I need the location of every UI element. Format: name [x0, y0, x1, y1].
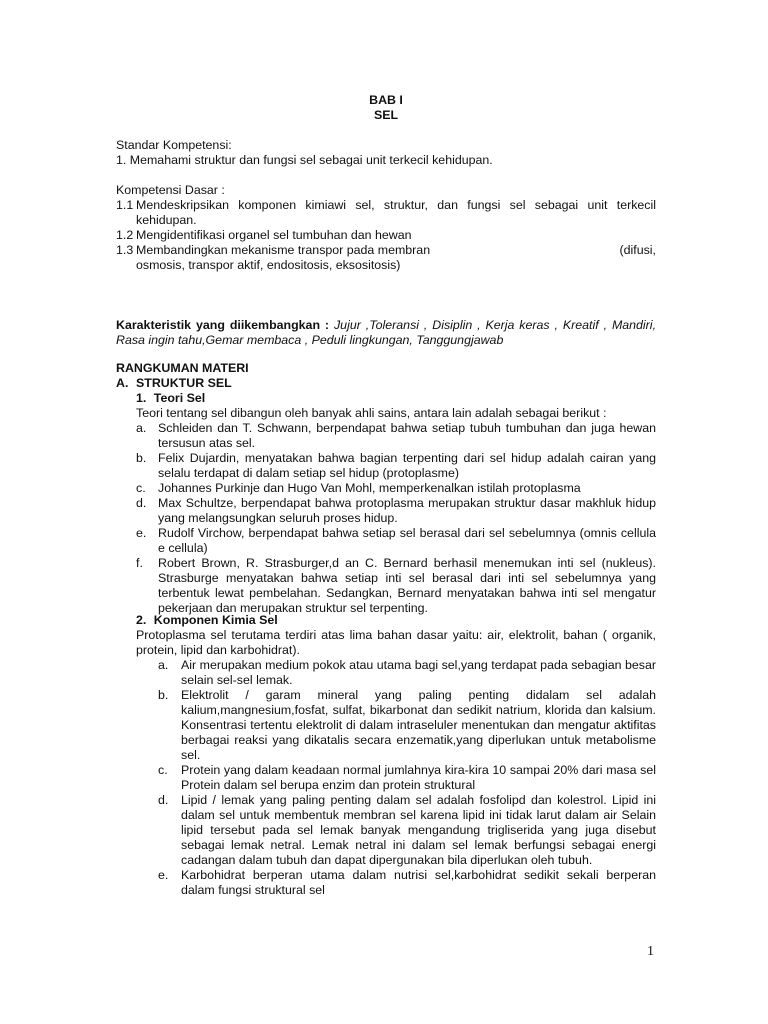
kompetensi-text: Mendeskripsikan komponen kimiawi sel, struktur, dan fungsi sel sebagai unit terkecil kehidupan.	[136, 198, 656, 227]
teori-sel-list	[116, 421, 656, 616]
kompetensi-text-tail: (difusi,	[619, 243, 656, 257]
list-item-label: f.	[136, 556, 143, 570]
list-item-text: Lipid / lemak yang paling penting dalam sel adalah fosfolipd dan kolestrol. Lipid ini dalam sel untuk membentuk membran sel karena lipid ini tidak larut dalam air Selain lipid tersebut pada sel lemak banyak mengandung trigliserida yang juga disebut sebagai lemak netral. Lemak netral ini dalam sel lemak berfungsi sebagai energi cadangan dalam tubuh dan dapat dipergunakan bila diperlukan oleh tubuh.	[181, 793, 656, 867]
list-item	[116, 658, 656, 688]
list-item	[116, 496, 656, 526]
section-a-label: A.	[116, 376, 129, 390]
kompetensi-number: 1.1	[116, 198, 134, 212]
list-item	[116, 481, 656, 496]
karakteristik-text: Jujur ,Toleransi , Disiplin , Kerja keras , Kreatif , Mandiri, Rasa ingin tahu,Gemar membaca , Peduli lingkungan, Tanggungjawab	[116, 318, 657, 347]
list-item-text: Rudolf Virchow, berpendapat bahwa setiap sel berasal dari sel sebelumnya (omnis cellula e cellula)	[158, 526, 656, 555]
teori-sel-title: Teori Sel	[153, 391, 206, 405]
list-item-label: e.	[158, 868, 169, 882]
list-item-label: b.	[158, 688, 169, 702]
komponen-heading	[136, 613, 656, 628]
kompetensi-text: Mengidentifikasi organel sel tumbuhan dan hewan	[136, 228, 412, 242]
list-item-label: a.	[158, 658, 169, 672]
kompetensi-item	[116, 198, 656, 228]
rangkuman-heading: RANGKUMAN MATERI	[116, 361, 249, 375]
list-item-label: d.	[158, 793, 169, 807]
list-item	[116, 793, 656, 868]
karakteristik-label: Karakteristik yang diikembangkan :	[116, 318, 330, 332]
kompetensi-text: Membandingkan mekanisme transpor pada membran	[136, 243, 431, 257]
list-item	[116, 526, 656, 556]
list-item-text: Johannes Purkinje dan Hugo Van Mohl, memperkenalkan istilah protoplasma	[158, 481, 581, 495]
list-item-label: d.	[136, 496, 147, 510]
teori-sel-intro: Teori tentang sel dibangun oleh banyak ahli sains, antara lain adalah sebagai berikut :	[136, 406, 607, 420]
list-item-text: Air merupakan medium pokok atau utama bagi sel,yang terdapat pada sebagian besar selain sel-sel lemak.	[181, 658, 656, 687]
standar-item: 1. Memahami struktur dan fungsi sel sebagai unit terkecil kehidupan.	[116, 153, 493, 167]
list-item-text: Robert Brown, R. Strasburger,d an C. Bernard berhasil menemukan inti sel (nukleus). Strasburge menyatakan bahwa setiap inti sel berasal dari inti sel sebelumnya yang terbentuk lewat pembelahan. Sedangkan, Bernard menyatakan bahwa inti sel mengatur pekerjaan dan merupakan struktur sel terpenting.	[158, 556, 656, 615]
standar-heading: Standar Kompetensi:	[116, 138, 232, 152]
list-item-text: Elektrolit / garam mineral yang paling penting didalam sel adalah kalium,mangnesium,fosfat, sulfat, bikarbonat dan sedikit natrium, klorida dan kalsium. Konsentrasi tertentu elektrolit di dalam intraseluler menentukan dan mengatur aktifitas berbagai reaksi yang dikatalis secara enzematik,yang diperlukan untuk metabolisme sel.	[181, 688, 656, 762]
kompetensi-heading: Kompetensi Dasar :	[116, 183, 225, 197]
section-a-title: STRUKTUR SEL	[136, 376, 232, 390]
kompetensi-number: 1.3	[116, 243, 134, 257]
list-item-label: c.	[136, 481, 146, 495]
list-item	[116, 688, 656, 763]
list-item-text: Max Schultze, berpendapat bahwa protoplasma merupakan struktur dasar makhluk hidup yang melangsungkan seluruh proses hidup.	[158, 496, 656, 525]
list-item-text: Schleiden dan T. Schwann, berpendapat bahwa setiap tubuh tumbuhan dan juga hewan tersusun atas sel.	[158, 421, 656, 450]
komponen-intro: Protoplasma sel terutama terdiri atas lima bahan dasar yaitu: air, elektrolit, bahan ( organik, protein, lipid dan karbohidrat).	[136, 628, 656, 657]
list-item-label: a.	[136, 421, 147, 435]
teori-sel-heading	[136, 391, 656, 406]
kompetensi-line	[136, 243, 656, 258]
list-item-label: c.	[158, 763, 168, 777]
list-item-label: e.	[136, 526, 147, 540]
section-a-heading	[116, 376, 656, 391]
list-item	[116, 868, 656, 898]
karakteristik-paragraph	[116, 318, 656, 348]
kompetensi-text-cont: osmosis, transpor aktif, endositosis, eksositosis)	[136, 258, 401, 272]
teori-sel-number: 1.	[136, 391, 147, 405]
komponen-title: Komponen Kimia Sel	[153, 613, 278, 627]
list-item-text: Protein yang dalam keadaan normal jumlahnya kira-kira 10 sampai 20% dari masa sel Protein dalam sel berupa enzim dan protein struktural	[181, 763, 656, 792]
teori-sel-section	[136, 391, 656, 421]
kompetensi-item	[116, 228, 656, 243]
list-item-text: Karbohidrat berperan utama dalam nutrisi sel,karbohidrat sedikit sekali berperan dalam fungsi struktural sel	[181, 868, 656, 897]
list-item	[116, 421, 656, 451]
kompetensi-list	[116, 198, 656, 273]
chapter-label: BAB I	[369, 93, 403, 107]
list-item	[116, 763, 656, 793]
komponen-list	[116, 658, 656, 898]
komponen-number: 2.	[136, 613, 147, 627]
list-item-label: b.	[136, 451, 147, 465]
komponen-section	[136, 613, 656, 658]
list-item	[116, 451, 656, 481]
list-item	[116, 556, 656, 616]
kompetensi-item	[116, 243, 656, 273]
page-number: 1	[647, 944, 654, 959]
list-item-text: Felix Dujardin, menyatakan bahwa bagian terpenting dari sel hidup adalah cairan yang selalu terdapat di dalam setiap sel hidup (protoplasme)	[158, 451, 656, 480]
kompetensi-number: 1.2	[116, 228, 134, 242]
chapter-title: SEL	[373, 108, 399, 122]
